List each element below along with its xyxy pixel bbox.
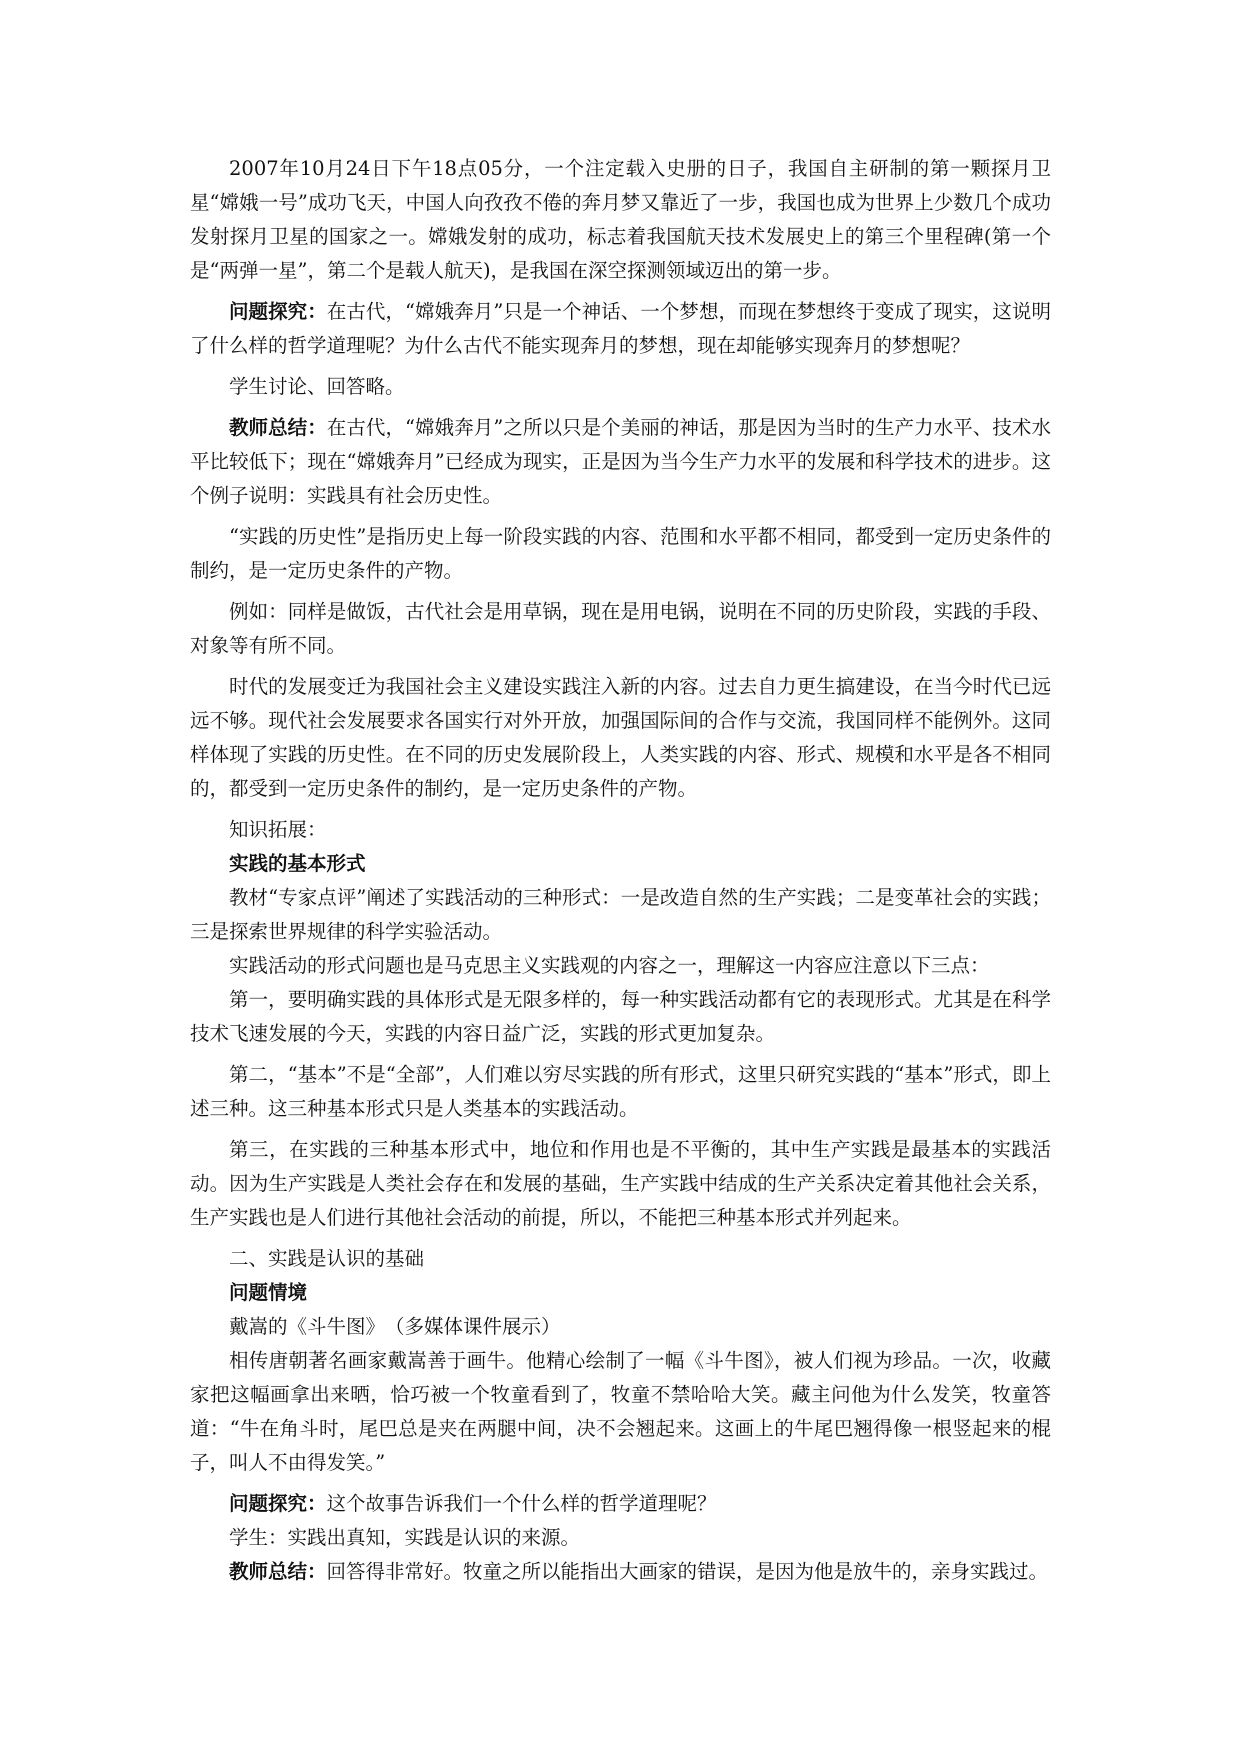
paragraph-text: “实践的历史性”是指历史上每一阶段实践的内容、范围和水平都不相同，都受到一定历史条件的制约，是一定历史条件的产物。 [190, 525, 1051, 582]
paragraph-text: 时代的发展变迁为我国社会主义建设实践注入新的内容。过去自力更生搞建设，在当今时代已远远不够。现代社会发展要求各国实行对外开放，加强国际间的合作与交流，我国同样不能例外。这同样体现了实践的历史性。在不同的历史发展阶段上，人类实践的内容、形式、规模和水平是各不相同的，都受到一定历史条件的制约，是一定历史条件的产物。 [190, 675, 1051, 800]
section-two-title [190, 1242, 1051, 1276]
forms-intro-paragraph [190, 949, 1051, 983]
era-paragraph [190, 670, 1051, 806]
heading-text: 实践的基本形式 [229, 852, 366, 875]
question-paragraph-2 [190, 1487, 1051, 1521]
paragraph-text: 2007年10月24日下午18点05分，一个注定载入史册的日子，我国自主研制的第一颗探月卫星“嫦娥一号”成功飞天，中国人向孜孜不倦的奔月梦又靠近了一步，我国也成为世界上少数几个成功发射探月卫星的国家之一。嫦娥发射的成功，标志着我国航天技术发展史上的第三个里程碑(第一个是“两弹一星”，第二个是载人航天)，是我国在深空探测领域迈出的第一步。 [190, 157, 1051, 282]
story-paragraph [190, 1344, 1051, 1480]
section-heading [190, 847, 1051, 881]
painting-title [190, 1310, 1051, 1344]
paragraph-text: 学生：实践出真知，实践是认识的来源。 [229, 1526, 581, 1549]
paragraph-text: 第一，要明确实践的具体形式是无限多样的，每一种实践活动都有它的表现形式。尤其是在科学技术飞速发展的今天，实践的内容日益广泛，实践的形式更加复杂。 [190, 988, 1051, 1045]
paragraph-lead: 教师总结： [229, 416, 327, 439]
paragraph-text: 教材“专家点评”阐述了实践活动的三种形式：一是改造自然的生产实践；二是变革社会的实践；三是探索世界规律的科学实验活动。 [190, 886, 1051, 943]
paragraph-text: 这个故事告诉我们一个什么样的哲学道理呢？ [326, 1492, 717, 1515]
paragraph-lead: 问题探究： [229, 300, 327, 323]
paragraph-text: 在古代，“嫦娥奔月”之所以只是个美丽的神话，那是因为当时的生产力水平、技术水平比较低下；现在“嫦娥奔月”已经成为现实，正是因为当今生产力水平的发展和科学技术的进步。这个例子说明：实践具有社会历史性。 [190, 416, 1051, 507]
point-two-paragraph [190, 1058, 1051, 1126]
paragraph-text: 相传唐朝著名画家戴嵩善于画牛。他精心绘制了一幅《斗牛图》，被人们视为珍品。一次，收藏家把这幅画拿出来晒，恰巧被一个牧童看到了，牧童不禁哈哈大笑。藏主问他为什么发笑，牧童答道：“牛在角斗时，尾巴总是夹在两腿中间，决不会翘起来。这画上的牛尾巴翘得像一根竖起来的棍子，叫人不由得发笑。” [190, 1349, 1051, 1474]
scenario-heading [190, 1276, 1051, 1310]
question-paragraph [190, 295, 1051, 363]
student-discussion [190, 370, 1051, 404]
paragraph-text: 第三，在实践的三种基本形式中，地位和作用也是不平衡的，其中生产实践是最基本的实践活动。因为生产实践是人类社会存在和发展的基础，生产实践中结成的生产关系决定着其他社会关系，生产实践也是人们进行其他社会活动的前提，所以，不能把三种基本形式并列起来。 [190, 1138, 1051, 1229]
intro-paragraph [190, 152, 1051, 288]
paragraph-text: 学生讨论、回答略。 [229, 375, 405, 398]
student-answer [190, 1521, 1051, 1555]
heading-text: 问题情境 [229, 1281, 308, 1304]
paragraph-text: 戴嵩的《斗牛图》 （多媒体课件展示） [229, 1315, 561, 1338]
knowledge-extension-label [190, 813, 1051, 847]
paragraph-text: 例如：同样是做饭，古代社会是用草锅，现在是用电锅，说明在不同的历史阶段，实践的手段、对象等有所不同。 [190, 600, 1051, 657]
paragraph-text: 实践活动的形式问题也是马克思主义实践观的内容之一，理解这一内容应注意以下三点： [229, 954, 990, 977]
point-three-paragraph [190, 1133, 1051, 1235]
paragraph-lead: 问题探究： [229, 1492, 327, 1515]
document-page [190, 152, 1051, 1596]
example-paragraph [190, 595, 1051, 663]
paragraph-lead: 教师总结： [229, 1560, 327, 1583]
paragraph-text: 知识拓展： [229, 818, 327, 841]
paragraph-text: 回答得非常好。牧童之所以能指出大画家的错误，是因为他是放牛的，亲身实践过。 [326, 1560, 1049, 1583]
point-one-paragraph [190, 983, 1051, 1051]
paragraph-text: 第二，“基本”不是“全部”，人们难以穷尽实践的所有形式，这里只研究实践的“基本”形式，即上述三种。这三种基本形式只是人类基本的实践活动。 [190, 1063, 1051, 1120]
teacher-summary-2 [190, 1555, 1051, 1589]
definition-paragraph [190, 520, 1051, 588]
paragraph-text: 在古代，“嫦娥奔月”只是一个神话、一个梦想，而现在梦想终于变成了现实，这说明了什么样的哲学道理呢？为什么古代不能实现奔月的梦想，现在却能够实现奔月的梦想呢？ [190, 300, 1051, 357]
textbook-paragraph [190, 881, 1051, 949]
teacher-summary [190, 411, 1051, 513]
paragraph-text: 二、实践是认识的基础 [229, 1247, 425, 1270]
